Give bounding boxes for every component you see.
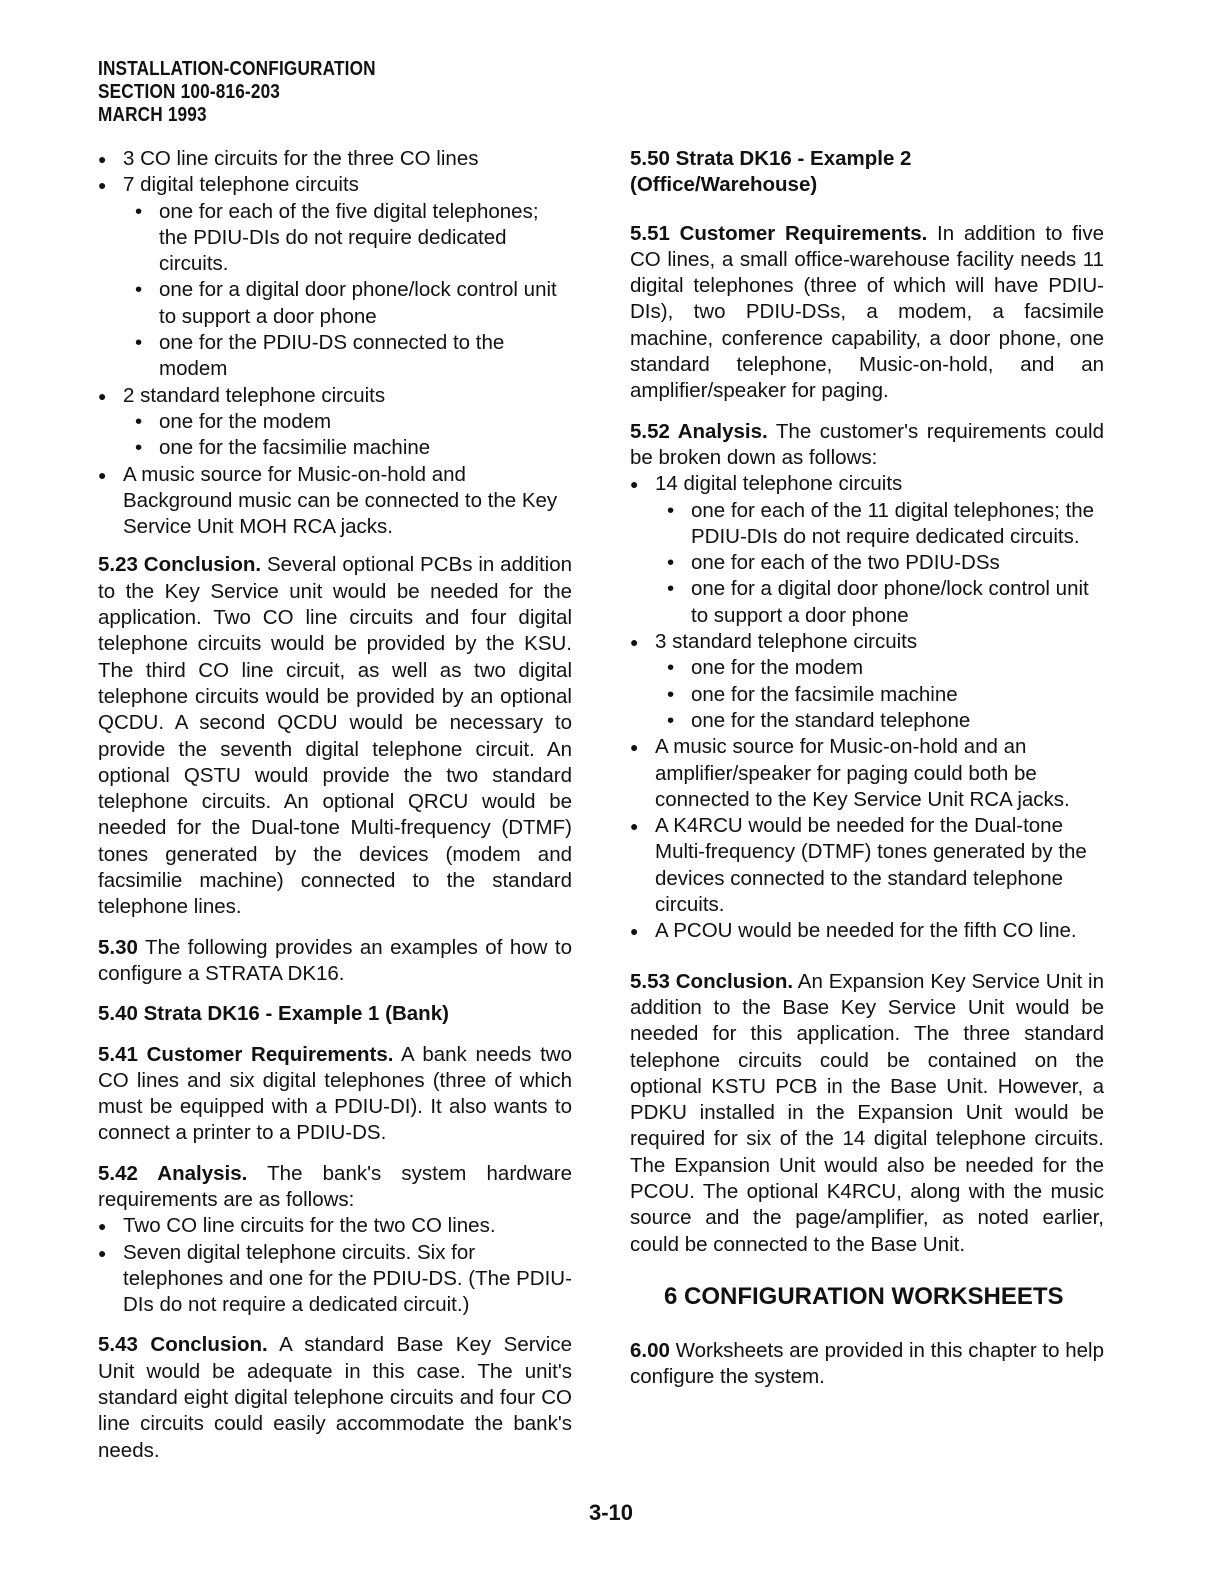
- paragraph-5-52: 5.52 Analysis. The customer's requirements could be broken down as follows:: [630, 419, 1104, 469]
- right-column: [630, 146, 1104, 1405]
- list-item: ● 14 digital telephone circuits • one for each of the 11 digital telephones; the PDIU-DIs do not require dedicated circuits. • one for each of the two PDIU-DSs • one for a digital door phone/lock control unit to support a door phone: [630, 471, 1104, 629]
- office-requirements-list: [630, 471, 1104, 944]
- sub-list-item: • one for a digital door phone/lock control unit to support a door phone: [655, 576, 1104, 629]
- sub-list-item: • one for each of the 11 digital telephones; the PDIU-DIs do not require dedicated circuits.: [655, 498, 1104, 551]
- sub-list-item: • one for the modem: [655, 655, 1104, 681]
- bank-requirements-list: [98, 1213, 572, 1318]
- header-section-number: SECTION 100-816-203: [98, 81, 281, 103]
- sub-list: [655, 655, 1104, 734]
- paragraph-5-53: 5.53 Conclusion. An Expansion Key Service Unit in addition to the Base Key Service Unit would be needed for this application. The three standard telephone circuits could be contained on the optional KSTU PCB in the Base Unit. However, a PDKU installed in the Expansion Unit would be required for six of the 14 digital telephone circuits. The Expansion Unit would also be needed for the PCOU. The optional K4RCU, along with the music source and the page/amplifier, as noted earlier, could be connected to the Base Unit.: [630, 969, 1104, 1256]
- sub-list-item: • one for the modem: [123, 409, 572, 435]
- left-column: [98, 146, 572, 1478]
- sub-list-item: • one for each of the five digital telephones; the PDIU-DIs do not require dedicated circuits.: [123, 199, 572, 278]
- sub-list-item: • one for the PDIU-DS connected to the modem: [123, 330, 572, 383]
- paragraph-5-30: 5.30 The following provides an examples of how to configure a STRATA DK16.: [98, 935, 572, 985]
- circuit-list: [98, 146, 572, 540]
- list-item: ● Two CO line circuits for the two CO lines.: [98, 1213, 572, 1239]
- sub-list: [123, 199, 572, 383]
- section-title: 6 CONFIGURATION WORKSHEETS: [664, 1282, 1064, 1310]
- list-item: ● A PCOU would be needed for the fifth CO line.: [630, 918, 1104, 944]
- sub-list-item: • one for each of the two PDIU-DSs: [655, 550, 1104, 576]
- paragraph-5-42: 5.42 Analysis. The bank's system hardware requirements are as follows:: [98, 1161, 572, 1211]
- list-item: ● A K4RCU would be needed for the Dual-tone Multi-frequency (DTMF) tones generated by the devices connected to the standard telephone circuits.: [630, 813, 1104, 918]
- header-doc-title: INSTALLATION-CONFIGURATION: [98, 58, 376, 80]
- paragraph-5-51: 5.51 Customer Requirements. In addition to five CO lines, a small office-warehouse facility needs 11 digital telephones (three of which will have PDIU-DIs), two PDIU-DSs, a modem, a facsimile machine, conference capability, a door phone, one standard telephone, Music-on-hold, and an amplifier/speaker for paging.: [630, 221, 1105, 403]
- paragraph-6-00: 6.00 Worksheets are provided in this chapter to help configure the system.: [630, 1339, 1104, 1389]
- sub-list: [655, 498, 1104, 629]
- list-item: ● A music source for Music-on-hold and Background music can be connected to the Key Service Unit MOH RCA jacks.: [98, 462, 572, 541]
- list-item: ● 3 standard telephone circuits • one for the modem • one for the facsimile machine • one for the standard telephone: [630, 629, 1104, 734]
- paragraph-5-41: 5.41 Customer Requirements. A bank needs two CO lines and six digital telephones (three of which must be equipped with a PDIU-DI). It also wants to connect a printer to a PDIU-DS.: [98, 1042, 573, 1145]
- list-item: ● Seven digital telephone circuits. Six for telephones and one for the PDIU-DS. (The PDIU-DIs do not require a dedicated circuit.): [98, 1240, 572, 1319]
- list-item: ● 2 standard telephone circuits • one for the modem • one for the facsimilie machine: [98, 383, 572, 462]
- sub-list-item: • one for the facsimile machine: [655, 682, 1104, 708]
- sub-list: [123, 409, 572, 462]
- sub-list-item: • one for the standard telephone: [655, 708, 1104, 734]
- sub-list-item: • one for a digital door phone/lock control unit to support a door phone: [123, 277, 572, 330]
- paragraph-5-43: 5.43 Conclusion. A standard Base Key Service Unit would be adequate in this case. The unit's standard eight digital telephone circuits and four CO line circuits could easily accommodate the bank's needs.: [98, 1333, 573, 1462]
- list-item: ● 3 CO line circuits for the three CO lines: [98, 146, 572, 172]
- heading-5-50: 5.50 Strata DK16 - Example 2 (Office/Warehouse): [630, 147, 912, 197]
- page-header: [98, 58, 376, 127]
- sub-list-item: • one for the facsimilie machine: [123, 435, 572, 461]
- header-date: MARCH 1993: [98, 104, 207, 126]
- page-number: 3-10: [588, 1500, 634, 1525]
- paragraph-5-23: 5.23 Conclusion. Several optional PCBs in addition to the Key Service unit would be needed for the application. Two CO line circuits and four digital telephone circuits would be provided by the KSU. The third CO line circuit, as well as two digital telephone circuits would be provided by an optional QCDU. A second QCDU would be necessary to provide the seventh digital telephone circuit. An optional QSTU would provide the two standard telephone circuits. An optional QRCU would be needed for the Dual-tone Multi-frequency (DTMF) tones generated by the devices (modem and facsimilie machine) connected to the standard telephone lines.: [98, 553, 572, 919]
- list-item: ● A music source for Music-on-hold and an amplifier/speaker for paging could both be connected to the Key Service Unit RCA jacks.: [630, 734, 1104, 813]
- list-item: ● 7 digital telephone circuits • one for each of the five digital telephones; the PDIU-DIs do not require dedicated circuits. • one for a digital door phone/lock control unit to support a door phone • one for the PDIU-DS connected to the modem: [98, 172, 572, 382]
- heading-5-40: 5.40 Strata DK16 - Example 1 (Bank): [98, 1002, 449, 1026]
